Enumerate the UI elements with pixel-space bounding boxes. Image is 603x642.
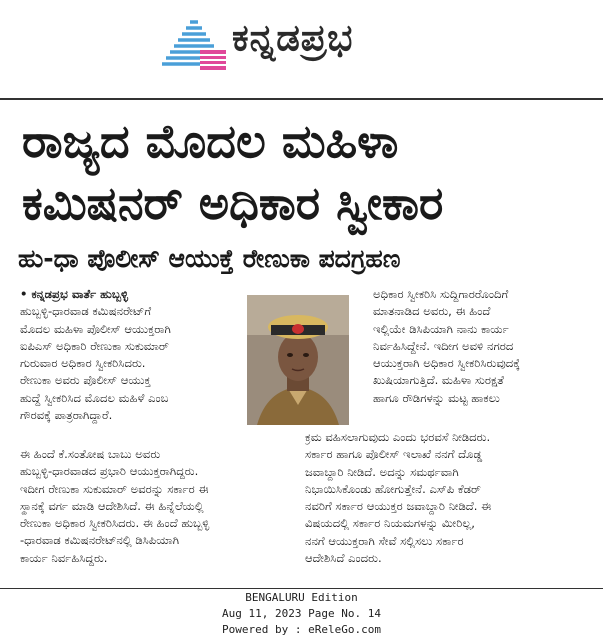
edition-label: BENGALURU Edition xyxy=(245,591,358,604)
article-column-right-bottom xyxy=(305,429,587,567)
text-line: -ಧಾರವಾಡ ಕಮಿಷನರೇಟ್‌ನಲ್ಲಿ ಡಿಸಿಪಿಯಾಗಿ xyxy=(20,533,180,548)
text-line: ವಿಷಯದಲ್ಲಿ ಸರ್ಕಾರ ನಿಯಮಗಳನ್ನು ಮೀರಿಲ್ಲ, xyxy=(305,516,475,531)
text-line: ಹಾಗೂ ರೌಡಿಗಳನ್ನು ಮಟ್ಟ ಹಾಕಲು xyxy=(373,390,500,405)
text-line: ರೇಣುಕಾ ಅಧಿಕಾರ ಸ್ವೀಕರಿಸಿದರು. ಈ ಹಿಂದೆ ಹುಬ್ಬಳ್ಳಿ xyxy=(20,516,210,531)
text-line: ಅಧಿಕಾರ ಸ್ವೀಕರಿಸಿ ಸುದ್ದಿಗಾರರೊಂದಿಗೆ xyxy=(373,287,509,301)
text-line: ಸರ್ಕಾರ ಹಾಗೂ ಪೊಲೀಸ್ ಇಲಾಖೆ ನನಗೆ ದೊಡ್ಡ xyxy=(305,447,483,462)
edition-footer xyxy=(0,590,603,638)
masthead xyxy=(0,0,603,96)
text-line: ಕಾರ್ಯ ನಿರ್ವಹಿಸಿದ್ದರು. xyxy=(20,550,108,565)
text-line: ಗುರುವಾರ ಅಧಿಕಾರ ಸ್ವೀಕರಿಸಿದರು. xyxy=(20,356,146,371)
portrait-image-icon xyxy=(247,295,349,425)
article-column-left-top xyxy=(20,286,242,424)
bottom-rule xyxy=(0,588,603,589)
text-line: ಹುಬ್ಬಳ್ಳಿ-ಧಾರವಾಡ ಕಮಿಷನರೇಟ್‌ಗೆ xyxy=(20,304,152,319)
text-line: ಐಪಿಎಸ್ ಅಧಿಕಾರಿ ರೇಣುಕಾ ಸುಕುಮಾರ್ xyxy=(20,338,169,353)
article-column-left-bottom xyxy=(20,446,350,567)
text-line: ಮೊದಲ ಮಹಿಳಾ ಪೊಲೀಸ್ ಆಯುಕ್ತರಾಗಿ xyxy=(20,321,171,336)
text-line: ಹುದ್ದೆ ಸ್ವೀಕರಿಸಿದ ಮೊದಲ ಮಹಿಳೆ ಎಂಬ xyxy=(20,390,169,405)
text-line: ಮಾತನಾಡಿದ ಅವರು, ಈ ಹಿಂದೆ xyxy=(373,304,491,319)
text-line: ಕ್ರಮ ವಹಿಸಲಾಗುವುದು ಎಂದು ಭರವಸೆ ನೀಡಿದರು. xyxy=(305,430,491,444)
headline-line-2: ಕಮಿಷನರ್ ಅಧಿಕಾರ ಸ್ವೀಕಾರ xyxy=(22,176,444,230)
text-line: ಇಲ್ಲಿಯೇ ಡಿಸಿಪಿಯಾಗಿ ನಾನು ಕಾರ್ಯ xyxy=(373,321,509,336)
text-line: ನಿರ್ವಹಿಸಿದ್ದೇನೆ. ಇದೀಗ ಅವಳಿ ನಗರದ xyxy=(373,338,514,353)
brand-wordmark: ಕನ್ನಡಪ್ರಭ xyxy=(232,16,354,59)
subheadline: ಹು-ಧಾ ಪೊಲೀಸ್ ಆಯುಕ್ತೆ ರೇಣುಕಾ ಪದಗ್ರಹಣ xyxy=(18,244,401,273)
text-line: ನವರಿಗೆ ಸರ್ಕಾರ ಆಯುಕ್ತರ ಜವಾಬ್ದಾರಿ ನೀಡಿದೆ. ಈ xyxy=(305,499,492,514)
triangle-stripes-logo-icon xyxy=(160,14,228,72)
article-column-right-top xyxy=(373,286,585,407)
text-line: ಇದೀಗ ರೇಣುಕಾ ಸುಕುಮಾರ್ ಅವರನ್ನು ಸರ್ಕಾರ ಈ xyxy=(20,481,209,496)
text-line: ಜವಾಬ್ದಾರಿ ನೀಡಿದೆ. ಅದನ್ನು ಸಮರ್ಥವಾಗಿ xyxy=(305,464,459,479)
headline-line-1: ರಾಜ್ಯದ ಮೊದಲ ಮಹಿಳಾ xyxy=(22,114,399,168)
text-line: ಹುಬ್ಬಳ್ಳಿ-ಧಾರವಾಡದ ಪ್ರಭಾರಿ ಆಯುಕ್ತರಾಗಿದ್ದರು. xyxy=(20,464,199,479)
text-line: ಈ ಹಿಂದೆ ಕೆ.ಸಂತೋಷ ಬಾಬು ಅವರು xyxy=(20,447,161,461)
text-line: ಗೌರವಕ್ಕೆ ಪಾತ್ರರಾಗಿದ್ದಾರೆ. xyxy=(20,408,113,423)
text-line: ನನಗೆ ಆಯುಕ್ತರಾಗಿ ಸೇವೆ ಸಲ್ಲಿಸಲು ಸರ್ಕಾರ xyxy=(305,533,464,548)
text-line: ರೇಣುಕಾ ಅವರು ಪೊಲೀಸ್ ಆಯುಕ್ತ xyxy=(20,373,151,388)
top-rule xyxy=(0,98,603,100)
text-line: ನಿಭಾಯಿಸಿಕೊಂಡು ಹೋಗುತ್ತೇನೆ. ಎಸ್‌ಪಿ ಕೆಡರ್ xyxy=(305,481,481,496)
text-line: ಖುಷಿಯಾಗುತ್ತಿದೆ. ಮಹಿಳಾ ಸುರಕ್ಷತೆ xyxy=(373,373,504,388)
text-line: ಸ್ಥಾನಕ್ಕೆ ವರ್ಗ ಮಾಡಿ ಆದೇಶಿಸಿದೆ. ಈ ಹಿನ್ನೆಲೆಯಲ್ಲಿ xyxy=(20,498,204,513)
byline: • ಕನ್ನಡಪ್ರಭ ವಾರ್ತೆ ಹುಬ್ಬಳ್ಳಿ xyxy=(20,287,129,301)
powered-by-label: Powered by : eReleGo.com xyxy=(222,623,381,636)
text-line: ಆದೇಶಿಸಿದೆ ಎಂದರು. xyxy=(305,551,382,566)
date-page-label: Aug 11, 2023 Page No. 14 xyxy=(222,607,381,620)
text-line: ಆಯುಕ್ತರಾಗಿ ಅಧಿಕಾರ ಸ್ವೀಕರಿಸಿರುವುದಕ್ಕೆ xyxy=(373,356,521,371)
commissioner-photo xyxy=(247,295,349,425)
